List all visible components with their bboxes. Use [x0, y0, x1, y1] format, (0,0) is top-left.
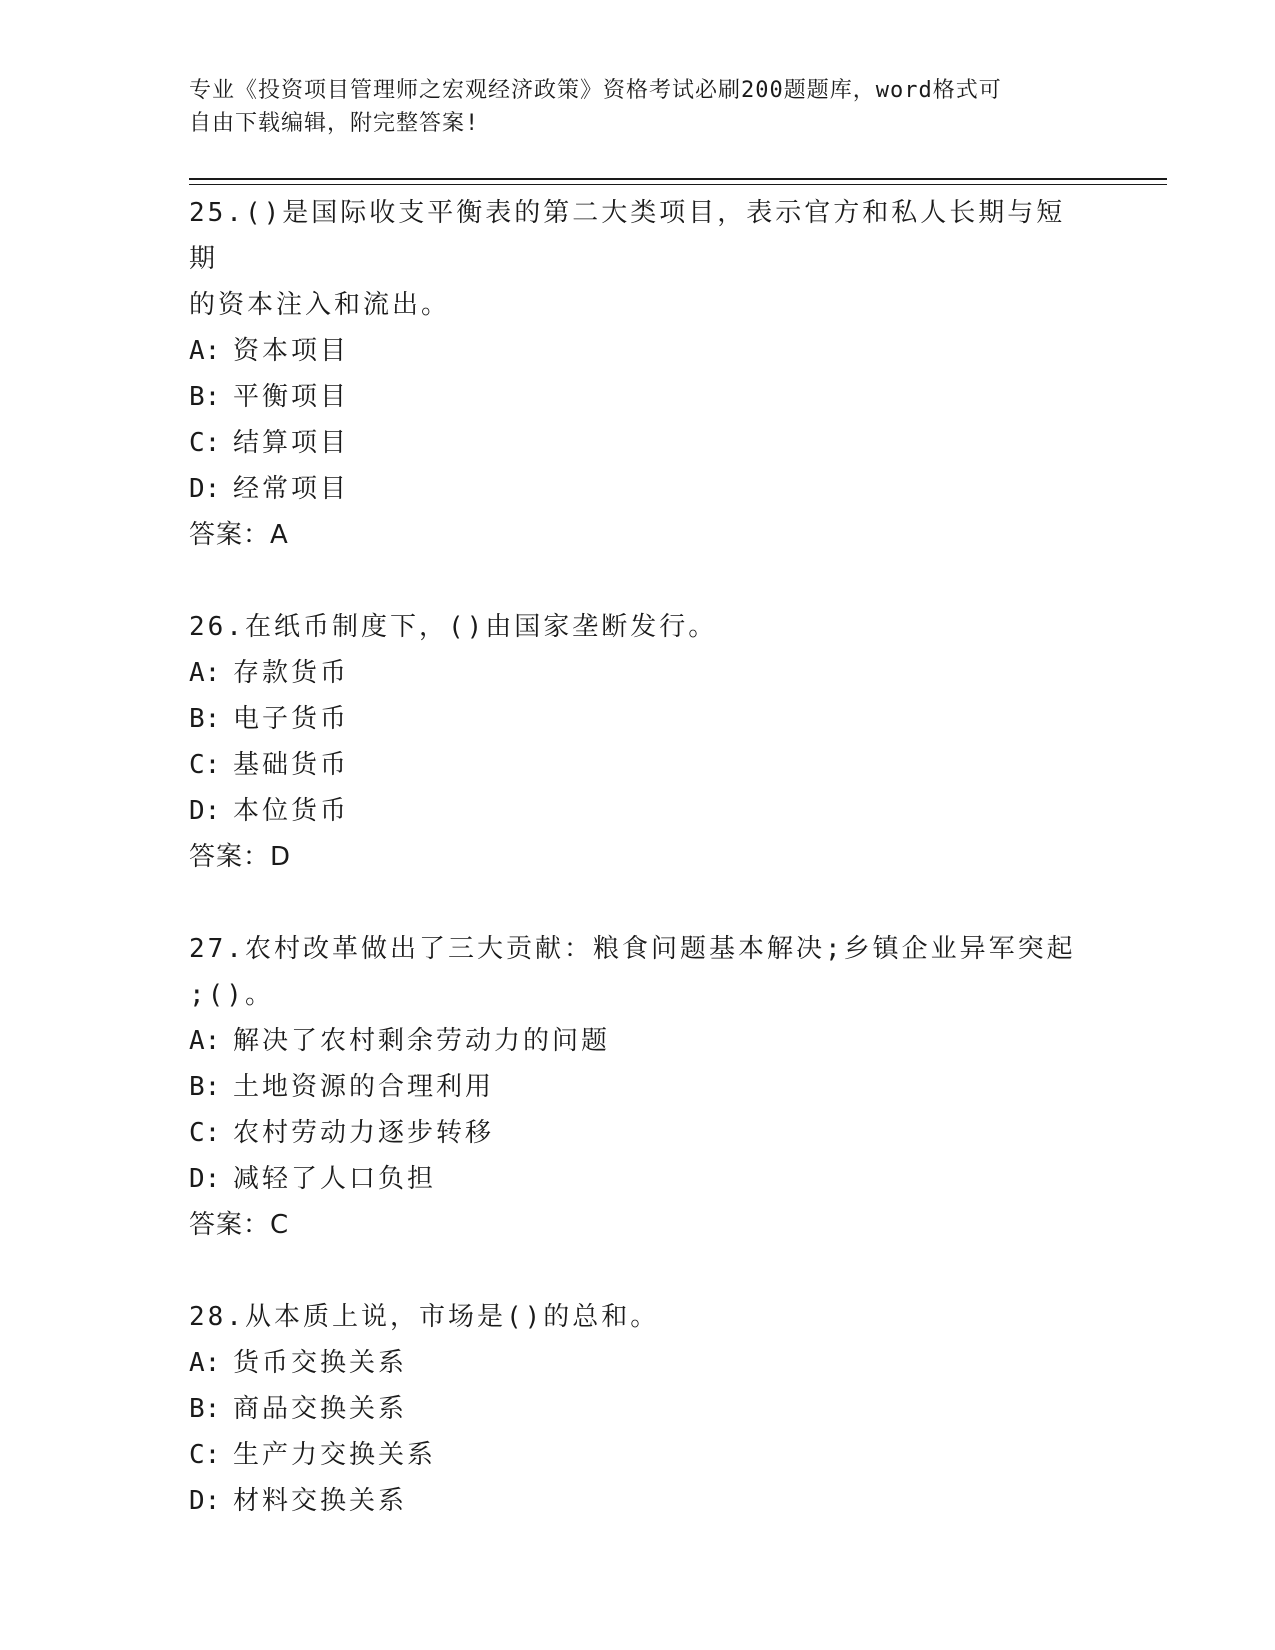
- option-key: A:: [189, 1026, 221, 1056]
- question-list: [189, 190, 1089, 1570]
- option-key: B:: [189, 382, 221, 412]
- question-item: [189, 926, 1089, 1248]
- option-b: [189, 696, 1089, 742]
- option-text: 本位货币: [233, 796, 350, 826]
- question-stem-line: 的资本注入和流出。: [189, 290, 451, 320]
- option-text: 生产力交换关系: [233, 1440, 437, 1470]
- option-key: B:: [189, 1394, 221, 1424]
- option-key: A:: [189, 336, 221, 366]
- option-key: D:: [189, 1486, 221, 1516]
- option-key: B:: [189, 704, 221, 734]
- header-line-1: 专业《投资项目管理师之宏观经济政策》资格考试必刷200题题库，word格式可: [189, 78, 1002, 103]
- option-text: 材料交换关系: [233, 1486, 408, 1516]
- option-key: C:: [189, 750, 221, 780]
- option-text: 存款货币: [233, 658, 350, 688]
- answer-line: 答案：D: [189, 842, 292, 872]
- option-text: 土地资源的合理利用: [233, 1072, 495, 1102]
- option-key: C:: [189, 1440, 221, 1470]
- option-c: [189, 1110, 1089, 1156]
- header-divider-thin: [189, 184, 1167, 185]
- question-item: [189, 1294, 1089, 1524]
- option-text: 货币交换关系: [233, 1348, 408, 1378]
- option-text: 基础货币: [233, 750, 350, 780]
- option-text: 解决了农村剩余劳动力的问题: [233, 1026, 611, 1056]
- option-b: [189, 374, 1089, 420]
- option-key: A:: [189, 1348, 221, 1378]
- option-text: 电子货币: [233, 704, 350, 734]
- option-key: A:: [189, 658, 221, 688]
- question-item: [189, 190, 1089, 558]
- question-stem-line: 28.从本质上说，市场是()的总和。: [189, 1302, 660, 1332]
- option-d: [189, 1156, 1089, 1202]
- answer-line: 答案：C: [189, 1210, 290, 1240]
- option-a: [189, 1018, 1089, 1064]
- question-stem-line: ;()。: [189, 980, 274, 1010]
- option-text: 平衡项目: [233, 382, 350, 412]
- option-key: C:: [189, 428, 221, 458]
- option-b: [189, 1386, 1089, 1432]
- question-stem: [189, 1294, 1089, 1340]
- question-stem-line: 26.在纸币制度下，()由国家垄断发行。: [189, 612, 718, 642]
- option-text: 商品交换关系: [233, 1394, 408, 1424]
- option-key: C:: [189, 1118, 221, 1148]
- option-d: [189, 788, 1089, 834]
- question-stem-line: 27.农村改革做出了三大贡献：粮食问题基本解决;乡镇企业异军突起: [189, 934, 1076, 964]
- option-key: D:: [189, 1164, 221, 1194]
- option-c: [189, 1432, 1089, 1478]
- question-stem: [189, 190, 1089, 328]
- header-line-2: 自由下载编辑，附完整答案!: [189, 111, 480, 136]
- question-stem-line: 25.()是国际收支平衡表的第二大类项目，表示官方和私人长期与短期: [189, 198, 1066, 274]
- header-divider-thick: [189, 178, 1167, 180]
- option-text: 资本项目: [233, 336, 350, 366]
- answer-line: 答案：A: [189, 520, 289, 550]
- question-item: [189, 604, 1089, 880]
- option-d: [189, 1478, 1089, 1524]
- option-c: [189, 420, 1089, 466]
- option-c: [189, 742, 1089, 788]
- option-text: 经常项目: [233, 474, 350, 504]
- option-key: D:: [189, 474, 221, 504]
- option-a: [189, 650, 1089, 696]
- option-a: [189, 1340, 1089, 1386]
- option-text: 减轻了人口负担: [233, 1164, 437, 1194]
- option-key: B:: [189, 1072, 221, 1102]
- option-a: [189, 328, 1089, 374]
- option-d: [189, 466, 1089, 512]
- question-stem: [189, 926, 1089, 1018]
- question-stem: [189, 604, 1089, 650]
- document-header: [189, 74, 1089, 140]
- option-text: 农村劳动力逐步转移: [233, 1118, 495, 1148]
- option-text: 结算项目: [233, 428, 350, 458]
- option-key: D:: [189, 796, 221, 826]
- option-b: [189, 1064, 1089, 1110]
